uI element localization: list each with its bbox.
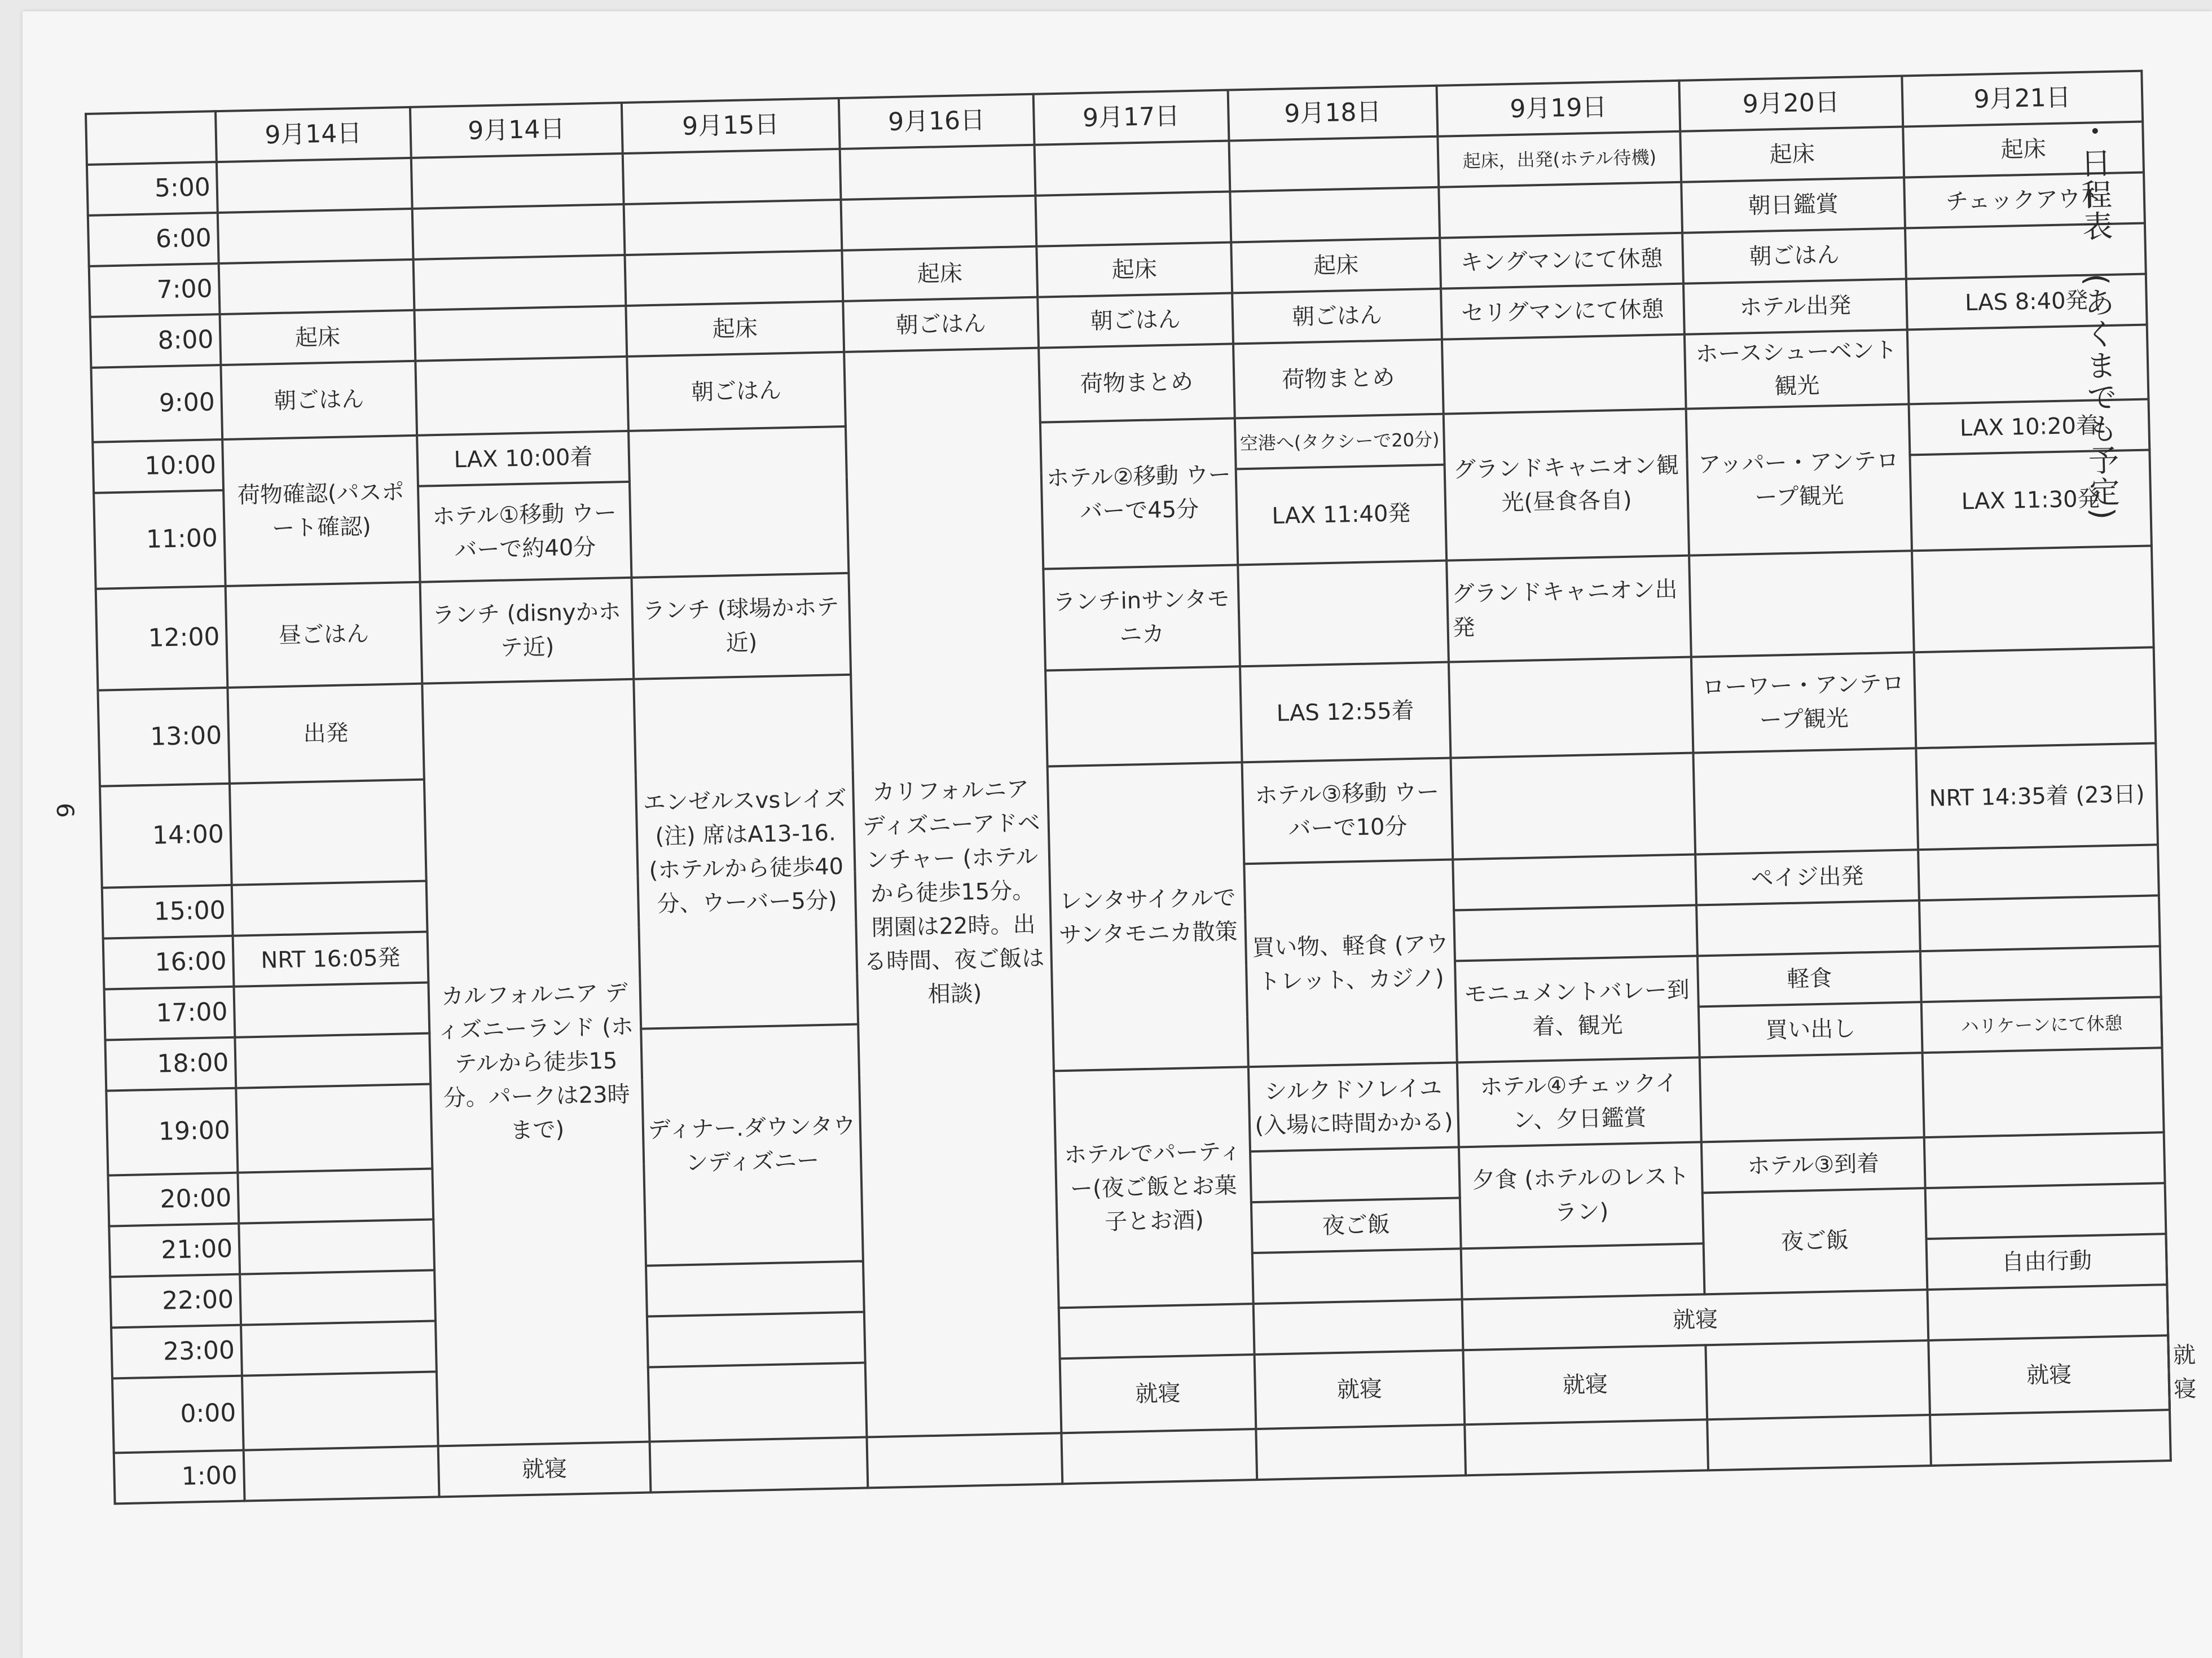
schedule-cell: 空港へ(タクシーで20分) [1235,414,1445,469]
schedule-cell: モニュメントバレー到着、観光 [1455,956,1700,1062]
schedule-cell: NRT 16:05発 [233,932,429,987]
time-label: 20:00 [108,1173,239,1226]
schedule-cell: 就寝 [1928,1335,2170,1415]
time-label: 23:00 [111,1325,242,1379]
schedule-cell: LAS 12:55着 [1240,662,1450,763]
schedule-cell: ローワー・アンテロープ観光 [1691,652,1916,753]
schedule-cell: 就寝 [2168,1335,2170,1410]
paper-sheet [23,11,2212,1658]
time-label: 22:00 [110,1274,241,1328]
schedule-cell: 朝ごはん [1232,289,1442,344]
schedule-cell: LAX 11:40発 [1236,465,1446,565]
schedule-cell: セリグマンにて休憩 [1441,284,1685,340]
schedule-cell: ホテル②移動 ウーバーで45分 [1040,418,1238,569]
schedule-cell: 朝日鑑賞 [1681,177,1905,232]
schedule-cell: 朝ごはん [1037,293,1233,348]
schedule-cell: 朝ごはん [627,352,846,431]
schedule-cell: ランチinサンタモニカ [1043,565,1240,670]
schedule-cell: LAX 10:20着 [1909,399,2150,455]
schedule-cell: グランドキャニオン出発 [1446,556,1691,662]
schedule-cell: LAS 8:40発 [1906,274,2147,330]
schedule-cell: ホースシューベント観光 [1685,329,1909,408]
document-title: ・日程表 (あくまでも予定) [2074,115,2121,521]
time-label: 21:00 [109,1224,240,1277]
time-label: 9:00 [91,365,222,442]
schedule-cell: 夜ご飯 [1251,1198,1461,1253]
schedule-cell: ホテル①移動 ウーバーで約40分 [418,482,631,582]
time-label: 16:00 [103,936,234,989]
date-header: 9月17日 [1034,90,1229,145]
schedule-cell: シルクドソレイユ(入場に時間かかる) [1248,1062,1459,1151]
time-label: 18:00 [105,1037,236,1091]
schedule-cell: 自由行動 [1927,1234,2167,1290]
schedule-cell: 出発 [227,684,424,784]
schedule-cell: 昼ごはん [226,582,423,688]
schedule-cell: LAX 10:00着 [417,431,630,486]
schedule-cell: 夜ご飯 [1703,1188,1928,1294]
schedule-cell: NRT 14:35着 (23日) [1916,743,2158,850]
schedule-cell: 荷物確認(パスポート確認) [222,436,420,586]
schedule-cell: 就寝 [1255,1350,1465,1429]
schedule-cell: チェックアウト [1904,173,2145,228]
date-header: 9月21日 [1902,71,2143,127]
schedule-cell: 起床 [626,301,844,357]
date-header: 9月19日 [1437,81,1681,137]
time-label: 13:00 [98,688,230,786]
schedule-cell: アッパー・アンテロープ観光 [1686,404,1912,555]
time-label: 6:00 [88,213,219,266]
schedule-cell: 朝ごはん [843,297,1039,352]
corner-cell [86,111,217,165]
schedule-cell: 買い出し [1699,1002,1923,1057]
schedule-cell: 就寝 [1060,1354,1256,1433]
time-label: 12:00 [96,586,228,691]
schedule-cell: 朝ごはん [1682,228,1906,283]
schedule-cell: 買い物、軽食 (アウトレット、カジノ) [1244,859,1457,1067]
schedule-cell: 夕食 (ホテルのレストラン) [1459,1142,1704,1248]
schedule-cell: 朝ごはん [221,361,417,439]
time-label: 10:00 [93,439,223,493]
schedule-cell: ディナー.ダウンタウンディズニー [641,1024,863,1266]
schedule-cell: 起床 [1680,127,1904,182]
schedule-cell: 荷物まとめ [1039,344,1235,422]
schedule-cell: カリフォルニア ディズニーアドベンチャー (ホテルから徒歩15分。閉園は22時。出る時間、夜ご飯は相談) [844,348,1061,1437]
date-header: 9月14日 [410,103,623,158]
schedule-cell: 起床 [1036,242,1232,297]
schedule-cell: ペイジ出発 [1695,850,1919,905]
schedule-cell: ランチ (球場かホテ近) [631,573,851,679]
schedule-cell: 就寝 [438,1442,651,1497]
date-header: 9月16日 [839,94,1035,149]
time-label: 0:00 [112,1376,244,1453]
schedule-cell: ハリケーンにて休憩 [1921,997,2162,1053]
time-label: 17:00 [104,987,235,1040]
schedule-cell: 起床 [1903,122,2144,178]
schedule-cell: ホテル③移動 ウーバーで10分 [1242,758,1453,864]
time-label: 8:00 [90,314,221,368]
time-label: 1:00 [114,1450,245,1504]
date-header: 9月20日 [1679,76,1903,131]
schedule-cell: レンタサイクルでサンタモニカ散策 [1048,762,1248,1071]
schedule-cell: ホテル④チェックイン、夕日鑑賞 [1457,1057,1701,1147]
schedule-cell: 起床，出発(ホテル待機) [1437,131,1681,187]
schedule-cell: ホテルでパーティー(夜ご飯とお菓子とお酒) [1054,1067,1254,1308]
schedule-cell: ホテル③到着 [1701,1137,1925,1193]
date-header: 9月15日 [622,98,840,153]
schedule-cell: 荷物まとめ [1233,340,1444,419]
schedule-cell: 起床 [842,247,1037,301]
time-label: 11:00 [94,490,226,589]
schedule-cell: 就寝 [1463,1345,1707,1424]
schedule-cell: キングマンにて休憩 [1440,233,1683,289]
schedule-cell: ランチ (disnyかホテ近) [420,578,634,684]
time-label: 7:00 [89,263,220,317]
schedule-table [85,70,2197,1505]
schedule-cell: 軽食 [1698,951,1921,1006]
time-label: 5:00 [87,162,218,216]
time-label: 19:00 [106,1088,238,1176]
schedule-cell: 起床 [1231,238,1441,293]
schedule-cell: グランドキャニオン観光(昼食各自) [1444,409,1689,561]
time-label: 14:00 [100,784,232,888]
schedule-cell: 起床 [220,310,416,365]
schedule-cell: LAX 11:30発 [1910,450,2151,551]
schedule-cell: エンゼルスvsレイズ (注) 席はA13-16. (ホテルから徒歩40分、ウーバー5分) [634,675,858,1029]
schedule-cell: ホテル出発 [1683,279,1907,334]
page-number: 6 [51,803,79,818]
date-header: 9月18日 [1228,86,1438,141]
time-label: 15:00 [102,885,233,939]
date-header: 9月14日 [216,107,411,162]
schedule-sheet [85,70,2197,1520]
schedule-cell: 就寝 [1462,1290,1929,1350]
schedule-cell: カルフォルニア ディズニーランド (ホテルから徒歩15分。パークは23時まで) [422,679,649,1446]
